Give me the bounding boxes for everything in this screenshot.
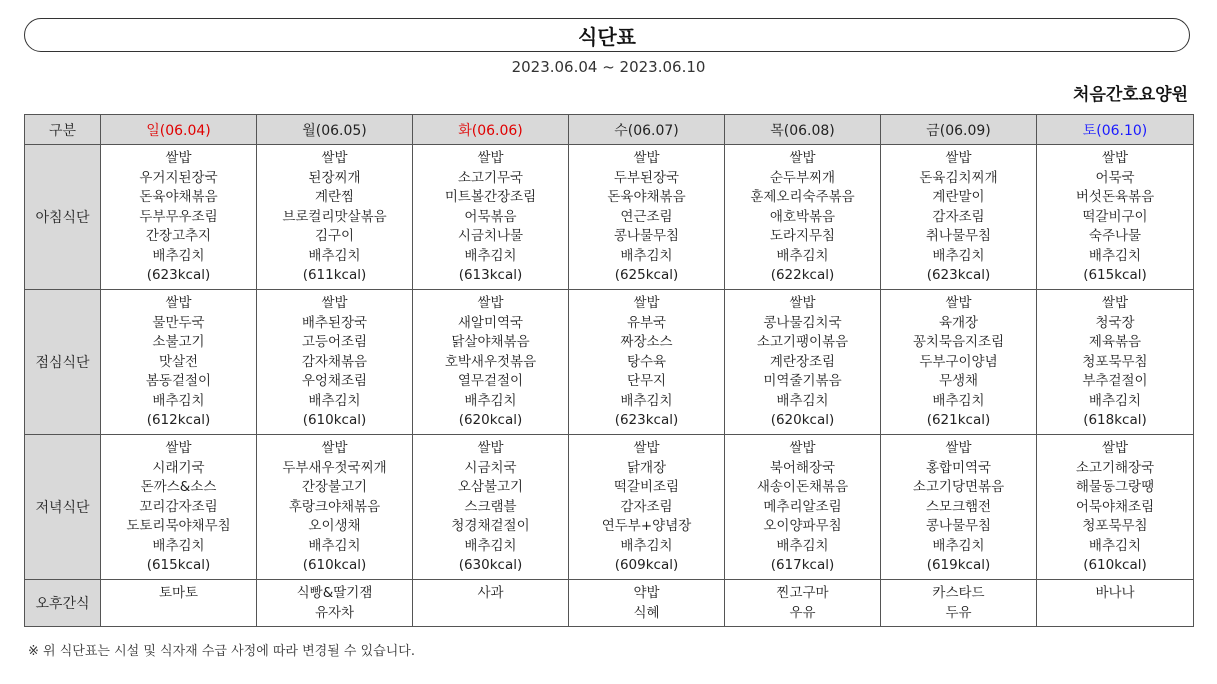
menu-item: 토마토 xyxy=(158,585,199,601)
menu-item: 두유 xyxy=(945,604,972,621)
menu-item: 무생채 xyxy=(938,373,979,389)
menu-item: 쌀밥 xyxy=(633,440,660,456)
menu-item: 간장고추지 xyxy=(145,228,212,244)
menu-item: 우유 xyxy=(789,604,816,621)
menu-cell xyxy=(413,580,569,627)
menu-item: 단무지 xyxy=(626,373,667,389)
menu-item: 연근조림 xyxy=(620,208,673,225)
menu-cell xyxy=(101,290,257,435)
category-header: 구분 xyxy=(25,115,101,145)
menu-item: (610kcal) xyxy=(1083,557,1147,573)
menu-item: 쌀밥 xyxy=(321,440,348,456)
menu-item: 후랑크야채볶음 xyxy=(288,498,381,515)
menu-item: 감자조림 xyxy=(620,498,673,515)
menu-item: (619kcal) xyxy=(926,557,991,573)
menu-item: (612kcal) xyxy=(146,412,211,428)
menu-cell xyxy=(881,580,1037,627)
menu-item: 쌀밥 xyxy=(945,150,972,166)
menu-item: 유자차 xyxy=(314,604,355,621)
menu-cell xyxy=(569,145,725,290)
menu-item: 오이양파무침 xyxy=(763,518,842,534)
menu-item: 김구이 xyxy=(314,228,355,244)
menu-item: 제육볶음 xyxy=(1088,334,1142,350)
menu-item: 쌀밥 xyxy=(945,295,972,311)
menu-item: 배추김치 xyxy=(464,247,517,264)
menu-item: 쌀밥 xyxy=(789,440,816,456)
menu-item: (621kcal) xyxy=(926,412,991,428)
menu-cell xyxy=(569,435,725,580)
menu-item: 돈까스&소스 xyxy=(140,479,217,495)
menu-item: 유부국 xyxy=(626,314,667,331)
menu-item: 배추김치 xyxy=(620,247,673,264)
day-header: 토(06.10) xyxy=(1037,115,1194,145)
menu-cell xyxy=(881,290,1037,435)
day-header: 월(06.05) xyxy=(257,115,413,145)
menu-item: 배추김치 xyxy=(308,537,361,554)
menu-item: 짜장소스 xyxy=(620,334,673,350)
menu-item: 두부된장국 xyxy=(613,169,680,186)
menu-cell xyxy=(725,580,881,627)
day-header: 일(06.04) xyxy=(101,115,257,145)
menu-item: 소고기무국 xyxy=(457,169,524,186)
menu-item: 꽁치묵음지조림 xyxy=(912,334,1005,350)
menu-item: (618kcal) xyxy=(1083,412,1147,428)
menu-item: 소고기팽이볶음 xyxy=(756,334,849,350)
menu-item: 배추김치 xyxy=(464,537,517,554)
menu-item: 식빵&딸기잼 xyxy=(296,585,373,601)
menu-item: 식혜 xyxy=(633,604,660,621)
menu-item: 청경채겉절이 xyxy=(451,518,530,534)
header-row xyxy=(25,115,1194,145)
menu-cell xyxy=(725,290,881,435)
menu-cell xyxy=(881,145,1037,290)
menu-item: 배추김치 xyxy=(308,247,361,264)
menu-item: 버섯돈육볶음 xyxy=(1075,189,1155,205)
menu-item: 닭개장 xyxy=(626,459,667,476)
menu-cell xyxy=(101,145,257,290)
menu-item: 카스타드 xyxy=(932,585,985,601)
menu-item: 미트볼간장조림 xyxy=(444,189,537,205)
menu-item: 애호박볶음 xyxy=(769,208,836,225)
menu-cell xyxy=(257,580,413,627)
menu-cell xyxy=(1037,290,1194,435)
menu-item: 배추김치 xyxy=(152,392,205,409)
menu-item: 우거지된장국 xyxy=(139,169,218,186)
menu-item: 열무겉절이 xyxy=(457,373,524,389)
menu-cell xyxy=(101,435,257,580)
menu-item: 물만두국 xyxy=(152,314,205,331)
menu-item: (615kcal) xyxy=(1083,267,1147,283)
menu-cell xyxy=(569,290,725,435)
menu-item: (611kcal) xyxy=(302,267,367,283)
menu-item: 홍합미역국 xyxy=(925,459,992,476)
date-range: 2023.06.04 ~ 2023.06.10 xyxy=(511,58,706,76)
menu-item: 감자조림 xyxy=(932,208,985,225)
menu-item: 쌀밥 xyxy=(477,440,504,456)
menu-item: 바나나 xyxy=(1095,585,1135,601)
menu-item: 배추김치 xyxy=(932,392,985,409)
menu-item: 배추김치 xyxy=(776,247,829,264)
menu-item: 새송이돈채볶음 xyxy=(756,479,849,495)
menu-item: 브로컬리맛살볶음 xyxy=(282,208,387,225)
menu-item: (613kcal) xyxy=(458,267,523,283)
menu-cell xyxy=(725,145,881,290)
day-header: 수(06.07) xyxy=(569,115,725,145)
menu-item: 계란찜 xyxy=(314,189,355,205)
menu-item: 쌀밥 xyxy=(1101,440,1129,456)
menu-item: 배추김치 xyxy=(932,247,985,264)
menu-item: 닭살야채볶음 xyxy=(451,334,530,350)
menu-item: 콩나물김치국 xyxy=(763,314,842,331)
menu-item: 어묵야채조림 xyxy=(1075,498,1155,515)
footnote: ※ 위 식단표는 시설 및 식자재 수급 사정에 따라 변경될 수 있습니다. xyxy=(28,644,415,659)
menu-item: 소고기당면볶음 xyxy=(912,479,1005,495)
meal-row xyxy=(25,145,1194,290)
menu-item: 된장찌개 xyxy=(308,169,361,186)
menu-item: 북어해장국 xyxy=(769,459,836,476)
menu-item: (620kcal) xyxy=(770,412,835,428)
menu-cell xyxy=(257,435,413,580)
menu-item: 배추김치 xyxy=(1088,537,1142,554)
menu-item: (625kcal) xyxy=(614,267,679,283)
meal-row xyxy=(25,290,1194,435)
menu-cell xyxy=(725,435,881,580)
menu-item: 해물동그랑땡 xyxy=(1075,479,1155,495)
menu-item: 쌀밥 xyxy=(789,295,816,311)
menu-item: 배추김치 xyxy=(464,392,517,409)
menu-cell xyxy=(413,145,569,290)
menu-cell xyxy=(569,580,725,627)
menu-item: 오삼불고기 xyxy=(457,479,524,495)
menu-item: 우엉채조림 xyxy=(301,373,368,389)
menu-cell xyxy=(257,145,413,290)
menu-item: 청포묵무침 xyxy=(1082,353,1148,370)
page-title: 식단표 xyxy=(578,24,636,49)
menu-cell xyxy=(413,435,569,580)
menu-item: 소불고기 xyxy=(152,334,205,350)
menu-cell xyxy=(881,435,1037,580)
menu-item: (610kcal) xyxy=(302,412,367,428)
menu-item: 사과 xyxy=(477,585,504,601)
menu-item: 두부새우젓국찌개 xyxy=(282,459,387,476)
menu-item: 쌀밥 xyxy=(789,150,816,166)
menu-item: 돈육야채볶음 xyxy=(139,189,218,205)
menu-item: 약밥 xyxy=(633,585,660,601)
menu-item: (623kcal) xyxy=(614,412,679,428)
menu-item: (615kcal) xyxy=(146,557,211,573)
menu-item: 배추김치 xyxy=(1088,392,1142,409)
menu-item: 쌀밥 xyxy=(633,295,660,311)
menu-item: 시금치나물 xyxy=(457,228,524,244)
day-header: 금(06.09) xyxy=(881,115,1037,145)
menu-item: 봄동겉절이 xyxy=(145,373,212,389)
menu-item: 시래기국 xyxy=(152,459,205,476)
menu-item: 맛살전 xyxy=(158,353,199,370)
meal-label: 아침식단 xyxy=(25,145,101,290)
menu-item: (617kcal) xyxy=(770,557,835,573)
menu-cell xyxy=(1037,145,1194,290)
menu-item: 계란말이 xyxy=(932,189,985,205)
menu-item: 탕수육 xyxy=(626,353,667,370)
menu-cell xyxy=(101,580,257,627)
menu-item: 배추된장국 xyxy=(301,314,368,331)
menu-item: 배추김치 xyxy=(620,392,673,409)
menu-item: (610kcal) xyxy=(302,557,367,573)
menu-item: 쌀밥 xyxy=(1101,150,1129,166)
menu-item: 감자채볶음 xyxy=(301,353,368,370)
menu-item: 배추김치 xyxy=(932,537,985,554)
menu-item: 배추김치 xyxy=(776,537,829,554)
menu-item: 쌀밥 xyxy=(321,295,348,311)
menu-item: 쌀밥 xyxy=(633,150,660,166)
menu-cell xyxy=(413,290,569,435)
menu-item: 호박새우젓볶음 xyxy=(444,353,537,370)
menu-item: 순두부찌개 xyxy=(769,169,836,186)
menu-item: (630kcal) xyxy=(458,557,523,573)
menu-item: 어묵볶음 xyxy=(464,208,517,225)
menu-item: 떡갈비구이 xyxy=(1082,208,1148,225)
menu-item: 콩나물무침 xyxy=(925,518,992,534)
menu-item: 연두부+양념장 xyxy=(601,518,692,534)
menu-item: 도라지무침 xyxy=(769,228,836,244)
menu-item: 쌀밥 xyxy=(165,150,192,166)
menu-item: 콩나물무침 xyxy=(613,228,680,244)
menu-item: 쌀밥 xyxy=(1101,295,1129,311)
menu-item: 육개장 xyxy=(938,314,979,331)
menu-cell xyxy=(257,290,413,435)
menu-item: 배추김치 xyxy=(1088,247,1142,264)
menu-item: 숙주나물 xyxy=(1088,228,1142,244)
menu-item: 메추리알조림 xyxy=(763,498,842,515)
menu-item: 고등어조림 xyxy=(301,334,368,350)
menu-item: 쌀밥 xyxy=(945,440,972,456)
menu-item: 스크램블 xyxy=(464,498,517,515)
menu-item: 청포묵무침 xyxy=(1082,518,1148,534)
menu-item: 청국장 xyxy=(1095,314,1135,331)
menu-item: 취나물무침 xyxy=(925,228,992,244)
menu-item: 쌀밥 xyxy=(477,295,504,311)
menu-item: 계란장조림 xyxy=(769,353,836,370)
day-header: 목(06.08) xyxy=(725,115,881,145)
menu-item: (609kcal) xyxy=(614,557,679,573)
menu-item: 꼬리감자조림 xyxy=(139,498,218,515)
meal-label: 점심식단 xyxy=(25,290,101,435)
menu-item: 두부구이양념 xyxy=(919,353,998,370)
menu-item: (623kcal) xyxy=(926,267,991,283)
menu-item: 소고기해장국 xyxy=(1075,459,1155,476)
menu-item: 쌀밥 xyxy=(165,295,192,311)
menu-item: 배추김치 xyxy=(620,537,673,554)
menu-item: 간장불고기 xyxy=(301,479,368,495)
day-header: 화(06.06) xyxy=(413,115,569,145)
menu-item: 쌀밥 xyxy=(477,150,504,166)
title-box xyxy=(24,18,1190,52)
meal-row xyxy=(25,435,1194,580)
menu-item: 미역줄기볶음 xyxy=(763,373,842,389)
meal-label: 저녁식단 xyxy=(25,435,101,580)
menu-item: 훈제오리숙주볶음 xyxy=(750,189,855,205)
menu-cell xyxy=(1037,580,1194,627)
menu-item: 찐고구마 xyxy=(776,585,829,601)
menu-item: 쌀밥 xyxy=(165,440,192,456)
menu-table xyxy=(24,114,1194,627)
meal-label: 오후간식 xyxy=(25,580,101,627)
menu-item: 배추김치 xyxy=(776,392,829,409)
menu-item: (623kcal) xyxy=(146,267,211,283)
meal-row xyxy=(25,580,1194,627)
menu-item: 오이생채 xyxy=(308,518,361,534)
menu-item: (622kcal) xyxy=(770,267,835,283)
menu-item: (620kcal) xyxy=(458,412,523,428)
menu-item: 시금치국 xyxy=(464,459,517,476)
menu-item: 새알미역국 xyxy=(457,314,524,331)
organization-name: 처음간호요양원 xyxy=(1073,85,1188,105)
menu-item: 스모크햄전 xyxy=(925,498,992,515)
menu-item: 돈육야채볶음 xyxy=(607,189,686,205)
menu-item: 배추김치 xyxy=(152,537,205,554)
menu-item: 두부무우조림 xyxy=(139,208,218,225)
menu-item: 배추김치 xyxy=(152,247,205,264)
menu-item: 떡갈비조림 xyxy=(613,479,680,495)
menu-item: 배추김치 xyxy=(308,392,361,409)
menu-cell xyxy=(1037,435,1194,580)
menu-item: 돈육김치찌개 xyxy=(919,169,998,186)
menu-item: 어묵국 xyxy=(1095,169,1135,186)
menu-item: 도토리묵야채무침 xyxy=(126,518,231,534)
menu-item: 쌀밥 xyxy=(321,150,348,166)
menu-item: 부추겉절이 xyxy=(1082,373,1148,389)
